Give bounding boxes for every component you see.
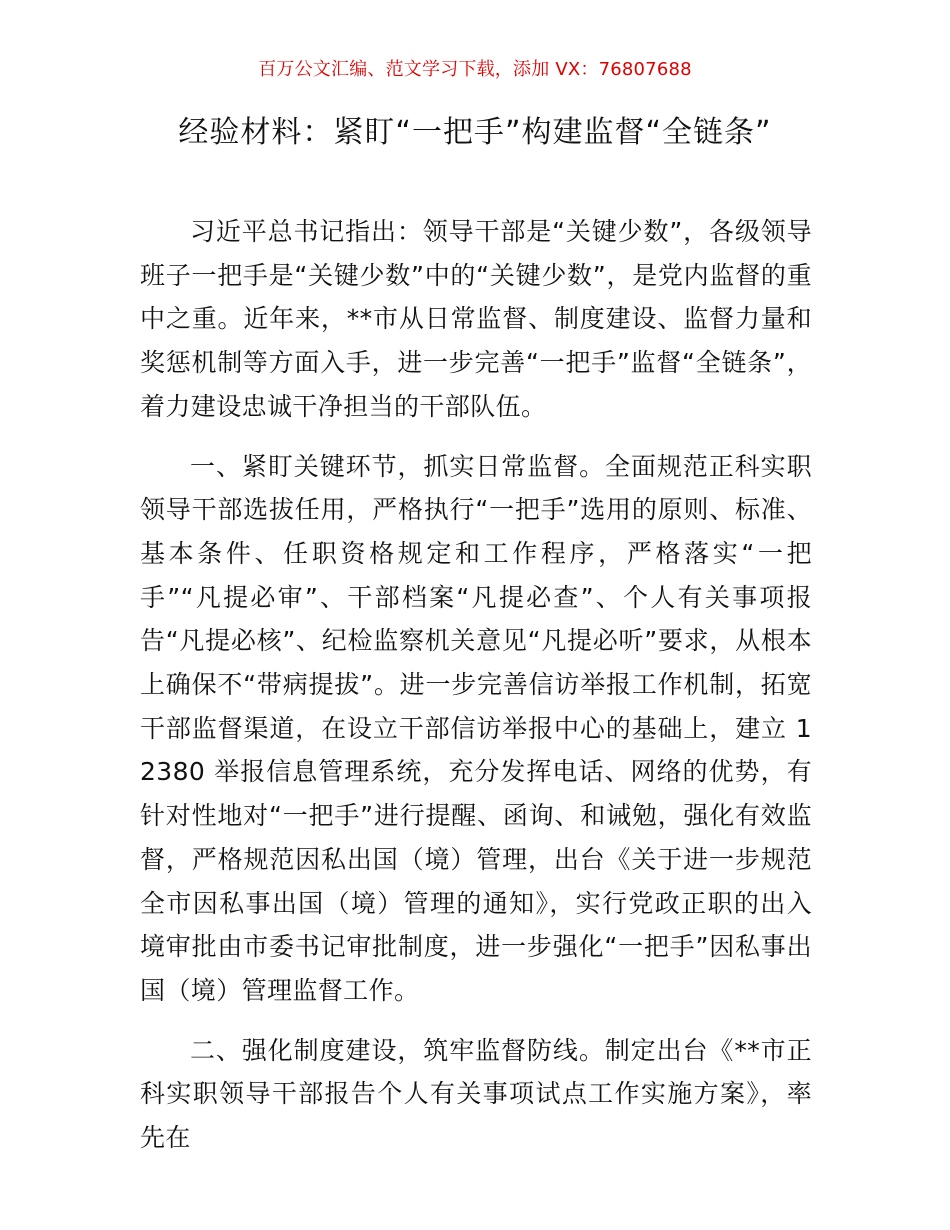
paragraph-section-2: 二、强化制度建设，筑牢监督防线。制定出台《**市正科实职领导干部报告个人有关事项试点工作实施方案》，率先在 xyxy=(140,1035,812,1153)
paragraph-section-1: 一、紧盯关键环节，抓实日常监督。全面规范正科实职领导干部选拔任用，严格执行“一把手”选用的原则、标准、基本条件、任职资格规定和工作程序，严格落实“一把手”“凡提必审”、干部档案“凡提必查”、个人有关事项报告“凡提必核”、纪检监察机关意见“凡提必听”要求，从根本上确保不“带病提拔”。进一步完善信访举报工作机制，拓宽干部监督渠道，在设立干部信访举报中心的基础上，建立 12380 举报信息管理系统，充分发挥电话、网络的优势，有针对性地对“一把手”进行提醒、函询、和诫勉，强化有效监督，严格规范因私出国（境）管理，出台《关于进一步规范全市因私事出国（境）管理的通知》，实行党政正职的出入境审批由市委书记审批制度，进一步强化“一把手”因私事出国（境）管理监督工作。 xyxy=(140,451,812,1005)
page-title: 经验材料：紧盯“一把手”构建监督“全链条” xyxy=(178,115,772,150)
promo-header: 百万公文汇编、范文学习下载，添加 VX：76807688 xyxy=(258,59,692,80)
paragraph-intro: 习近平总书记指出：领导干部是“关键少数”，各级领导班子一把手是“关键少数”中的“关键少数”，是党内监督的重中之重。近年来，**市从日常监督、制度建设、监督力量和奖惩机制等方面入手，进一步完善“一把手”监督“全链条”，着力建设忠诚干净担当的干部队伍。 xyxy=(140,217,812,421)
document-body xyxy=(140,210,812,1176)
